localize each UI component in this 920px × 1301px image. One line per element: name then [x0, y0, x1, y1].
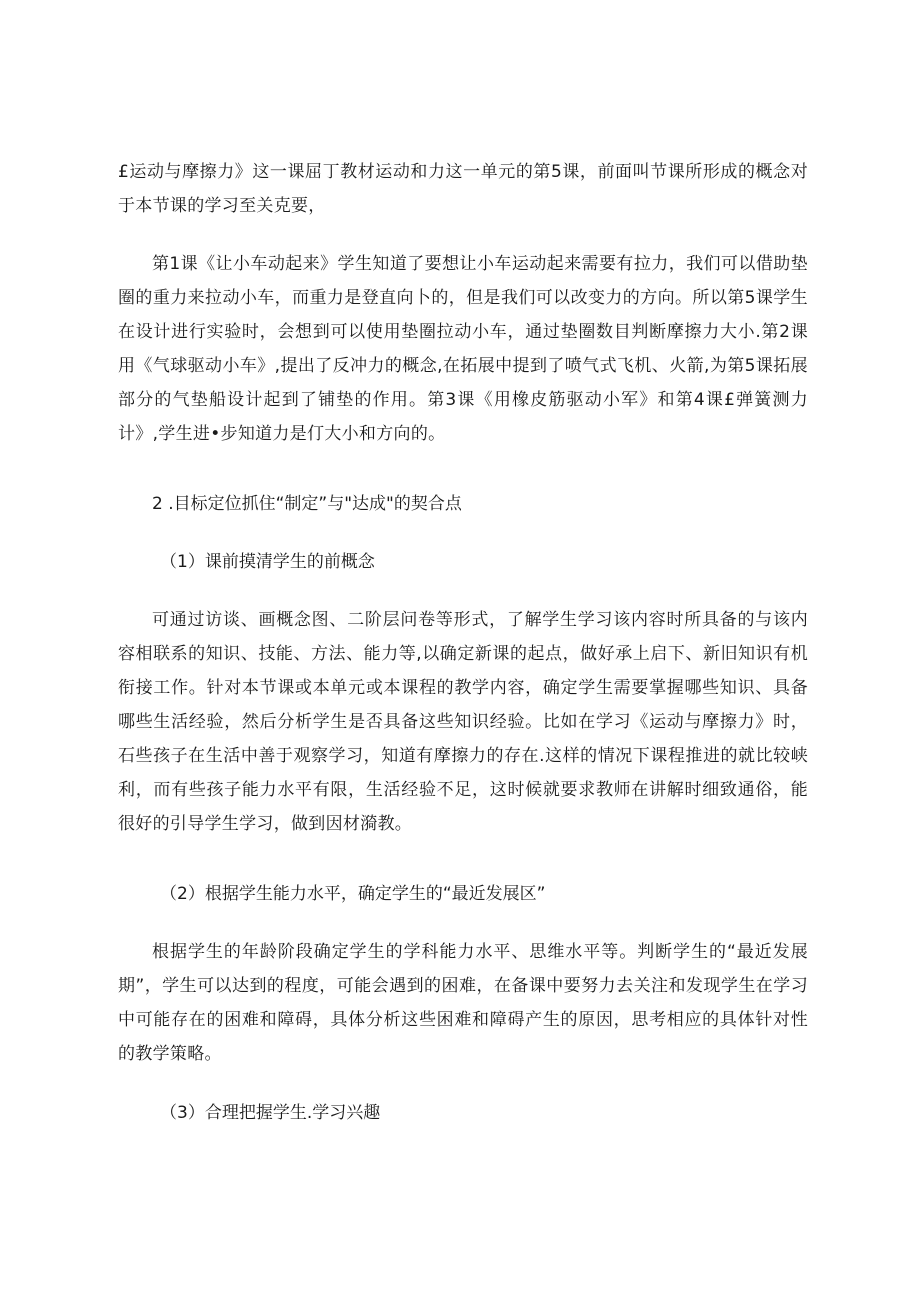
- paragraph-preconcepts: 可通过访谈、画概念图、二阶层问卷等形式，了解学生学习该内容时所具备的与该内容相联系的知识、技能、方法、能力等,以确定新课的起点，做好承上启下、新旧知识有机衔接工作。针对本节课或本单元或本课程的教学内容，确定学生需要掌握哪些知识、具备哪些生活经验，然后分析学生是否具备这些知识经验。比如在学习《运动与摩擦力》时，石些孩子在生活中善于观察学习，知道有摩擦力的存在.这样的情况下课程推进的就比较峡利，而有些孩子能力水平有限，生活经验不足，这时候就要求教师在讲解时细致通俗，能很好的引导学生学习，做到因材漪教。: [118, 610, 808, 834]
- paragraph-proximal-development: 根据学生的年龄阶段确定学生的学科能力水平、思维水平等。判断学生的“最近发展期”，学生可以达到的程度，可能会遇到的困难，在备课中要努力去关注和发现学生在学习中可能存在的困难和障碍，具体分析这些困难和障碍产生的原因，思考相应的具体针对性的教学策略。: [118, 942, 808, 1064]
- paragraph-lesson-sequence: 第1课《让小车动起来》学生知道了要想让小车运动起来需要有拉力，我们可以借助垫圈的重力来拉动小车，而重力是登直向卜的，但是我们可以改变力的方向。所以第5课学生在设计进行实验时，会想到可以使用垫圈拉动小车，通过垫圈数目判断摩擦力大小.第2课用《气球驱动小车》,提出了反冲力的概念,在拓展中提到了喷气式飞机、火箭,为第5课拓展部分的气垫船设计起到了铺垫的作用。第3课《用橡皮筋驱动小军》和第4课£弹簧测力计》,学生进•步知道力是仃大小和方向的。: [118, 254, 808, 444]
- subheading-1: （1）课前摸清学生的前概念: [160, 552, 375, 572]
- section-heading-goal: 2 .目标定位抓住“制定”与"达成"的契合点: [152, 494, 462, 514]
- subheading-2: （2）根据学生能力水平，确定学生的“最近发展区”: [160, 884, 546, 904]
- paragraph-intro: £运动与摩擦力》这一课屈丁教材运动和力这一单元的第5课，前面叫节课所形成的概念对于本节课的学习至关克要，: [118, 162, 808, 216]
- subheading-3: （3）合理把握学生.学习兴趣: [160, 1103, 381, 1123]
